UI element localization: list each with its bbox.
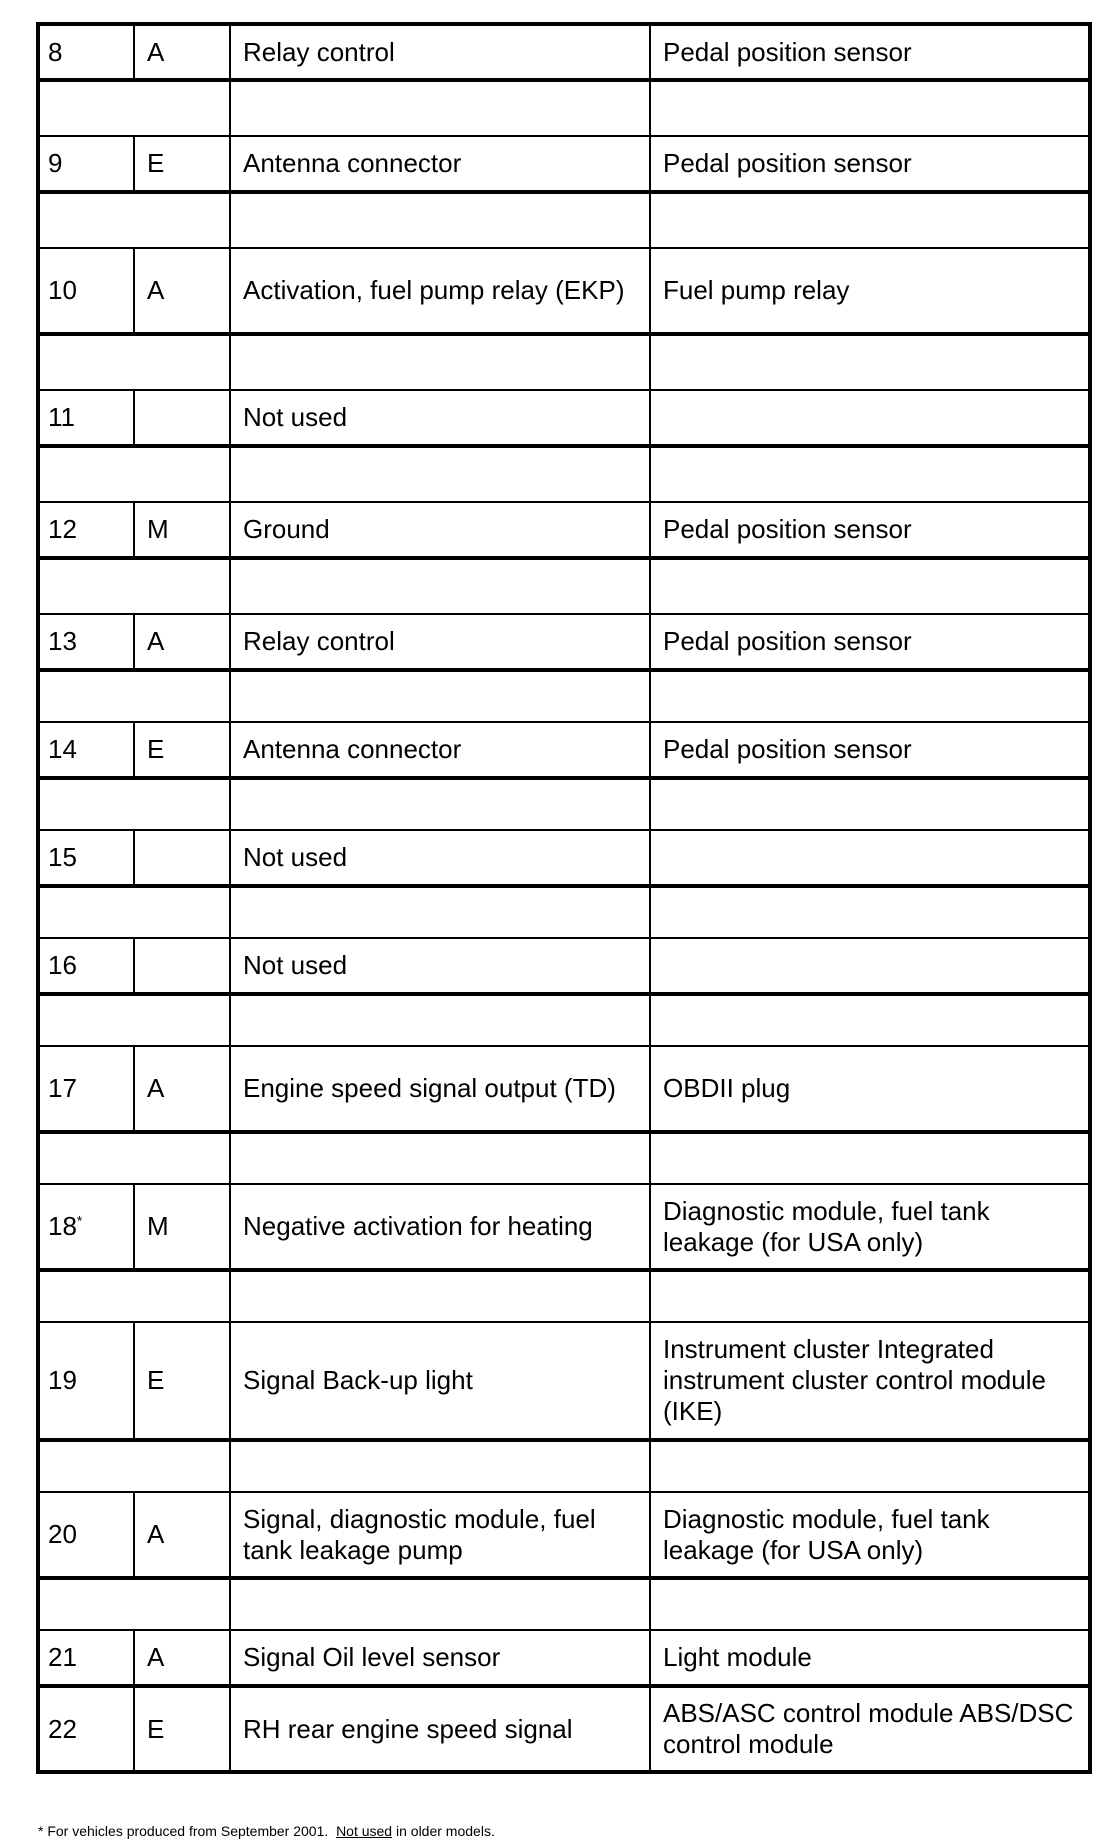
table-row — [38, 938, 1090, 994]
signal-type: M — [134, 502, 230, 558]
spacer-row — [38, 1578, 1090, 1630]
pin-number: 16 — [38, 938, 134, 994]
pin-connection: Instrument cluster Integrated instrument cluster control module (IKE) — [650, 1322, 1090, 1440]
pin-function: Engine speed signal output (TD) — [230, 1046, 650, 1132]
pin-function: Not used — [230, 830, 650, 886]
pin-function: Antenna connector — [230, 722, 650, 778]
table-row — [38, 1046, 1090, 1132]
signal-type: A — [134, 614, 230, 670]
spacer-row — [38, 1440, 1090, 1492]
footnote-underlined-text: Not used — [336, 1823, 393, 1839]
signal-type: A — [134, 248, 230, 334]
pin-connection: Pedal position sensor — [650, 24, 1090, 80]
table-row — [38, 1322, 1090, 1440]
pin-connection — [650, 938, 1090, 994]
pin-connection — [650, 390, 1090, 446]
pin-function: Activation, fuel pump relay (EKP) — [230, 248, 650, 334]
signal-type: M — [134, 1184, 230, 1270]
table-row — [38, 722, 1090, 778]
pin-connection: Diagnostic module, fuel tank leakage (for USA only) — [650, 1184, 1090, 1270]
footnote-marker: * — [76, 1212, 83, 1229]
signal-type: A — [134, 1630, 230, 1686]
pin-number: 10 — [38, 248, 134, 334]
spacer-row — [38, 192, 1090, 248]
footnote — [38, 1822, 495, 1840]
pin-function: Antenna connector — [230, 136, 650, 192]
pin-function: Signal, diagnostic module, fuel tank leakage pump — [230, 1492, 650, 1578]
pin-number: 15 — [38, 830, 134, 886]
pin-number: 13 — [38, 614, 134, 670]
spacer-row — [38, 334, 1090, 390]
pin-connection: OBDII plug — [650, 1046, 1090, 1132]
pin-connection — [650, 830, 1090, 886]
footnote-suffix: in older models. — [396, 1823, 495, 1839]
table-row — [38, 248, 1090, 334]
pin-connection: Light module — [650, 1630, 1090, 1686]
pin-function: Relay control — [230, 614, 650, 670]
pin-function: Negative activation for heating — [230, 1184, 650, 1270]
pin-number: 22 — [38, 1686, 134, 1772]
pin-function: Not used — [230, 938, 650, 994]
spacer-row — [38, 80, 1090, 136]
pin-connection: Fuel pump relay — [650, 248, 1090, 334]
pin-connection: Diagnostic module, fuel tank leakage (for USA only) — [650, 1492, 1090, 1578]
pin-number: 11 — [38, 390, 134, 446]
pin-number — [38, 1184, 134, 1270]
spacer-row — [38, 446, 1090, 502]
pin-connection: Pedal position sensor — [650, 614, 1090, 670]
table-row — [38, 830, 1090, 886]
pin-number: 9 — [38, 136, 134, 192]
table-row — [38, 136, 1090, 192]
pin-number: 20 — [38, 1492, 134, 1578]
spacer-row — [38, 778, 1090, 830]
spacer-row — [38, 1270, 1090, 1322]
spacer-row — [38, 558, 1090, 614]
spacer-row — [38, 670, 1090, 722]
pin-number-text: 18 — [48, 1211, 77, 1241]
pin-number: 12 — [38, 502, 134, 558]
signal-type: A — [134, 1046, 230, 1132]
spacer-row — [38, 886, 1090, 938]
table-row — [38, 1630, 1090, 1686]
pin-table-body — [38, 24, 1090, 1772]
pin-connection: Pedal position sensor — [650, 722, 1090, 778]
pin-function: Signal Oil level sensor — [230, 1630, 650, 1686]
pin-function: Ground — [230, 502, 650, 558]
signal-type: E — [134, 1686, 230, 1772]
pin-number: 8 — [38, 24, 134, 80]
pin-number: 21 — [38, 1630, 134, 1686]
pin-function: Not used — [230, 390, 650, 446]
pin-number: 14 — [38, 722, 134, 778]
table-row — [38, 1184, 1090, 1270]
footnote-marker: * — [38, 1823, 44, 1839]
pin-function: Relay control — [230, 24, 650, 80]
pin-assignment-table — [36, 22, 1092, 1774]
pin-function: RH rear engine speed signal — [230, 1686, 650, 1772]
signal-type — [134, 390, 230, 446]
signal-type: E — [134, 722, 230, 778]
pin-connection: Pedal position sensor — [650, 136, 1090, 192]
pin-number: 17 — [38, 1046, 134, 1132]
spacer-row — [38, 994, 1090, 1046]
pin-connection: Pedal position sensor — [650, 502, 1090, 558]
table-row — [38, 1686, 1090, 1772]
pin-connection: ABS/ASC control module ABS/DSC control module — [650, 1686, 1090, 1772]
signal-type: E — [134, 1322, 230, 1440]
footnote-text: For vehicles produced from September 2001. — [47, 1823, 329, 1839]
table-row — [38, 390, 1090, 446]
signal-type: A — [134, 1492, 230, 1578]
table-row — [38, 1492, 1090, 1578]
signal-type — [134, 938, 230, 994]
pin-function: Signal Back-up light — [230, 1322, 650, 1440]
table-row — [38, 502, 1090, 558]
spacer-row — [38, 1132, 1090, 1184]
pin-number: 19 — [38, 1322, 134, 1440]
table-row — [38, 614, 1090, 670]
signal-type — [134, 830, 230, 886]
table-row — [38, 24, 1090, 80]
signal-type: A — [134, 24, 230, 80]
signal-type: E — [134, 136, 230, 192]
